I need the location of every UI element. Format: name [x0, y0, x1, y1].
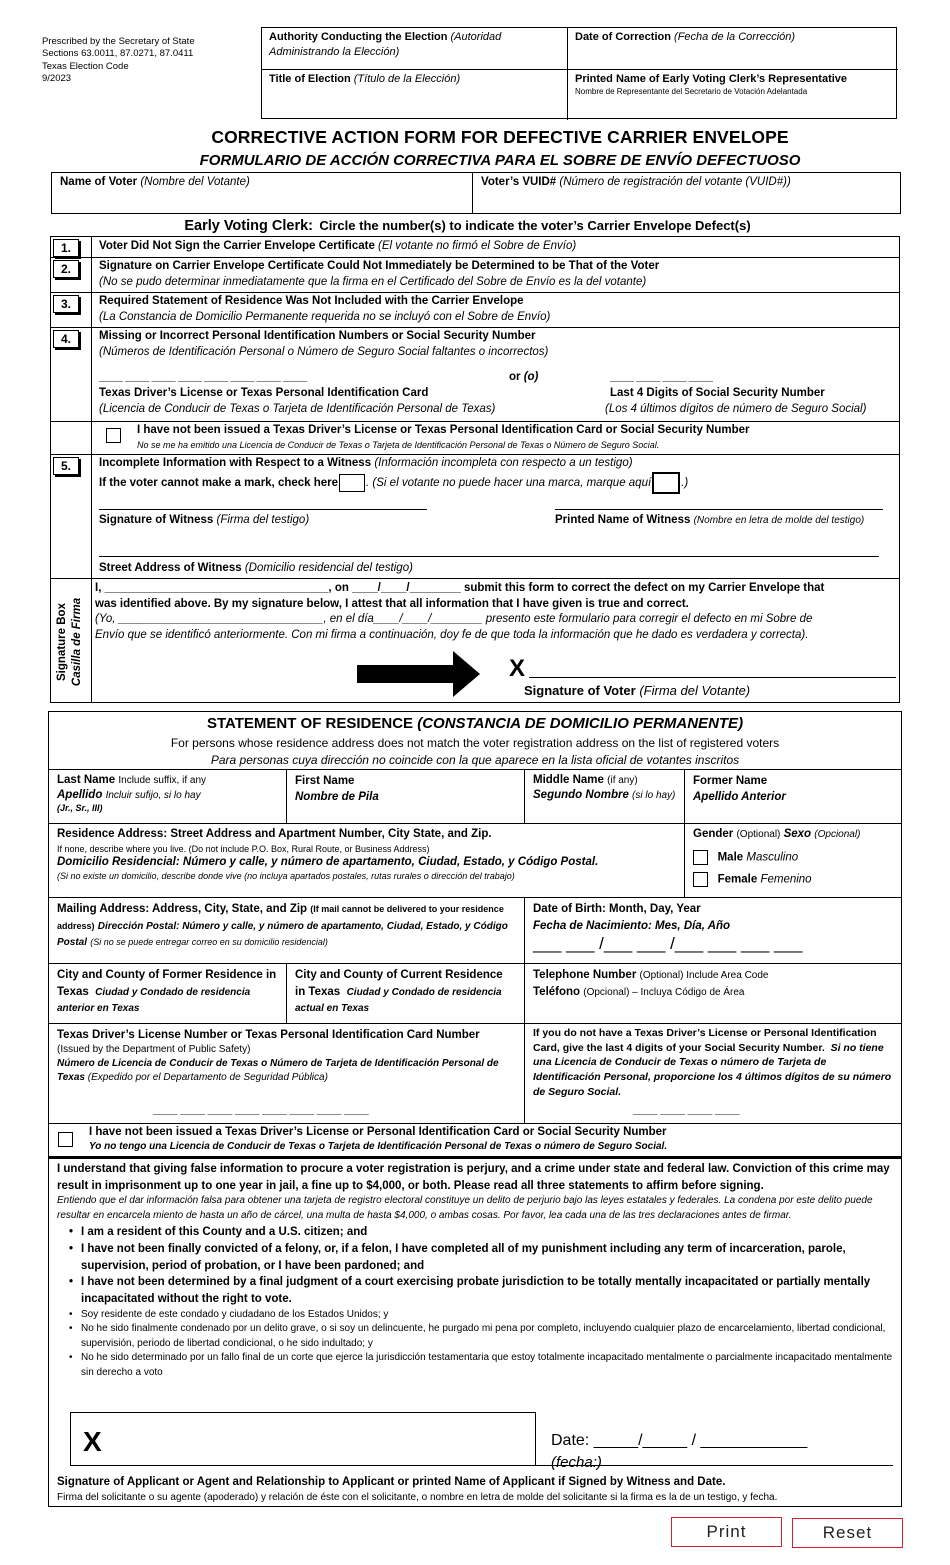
- telephone-field[interactable]: Telephone Number (Optional) Include Area Code Teléfono (Opcional) – Incluya Código de Área: [533, 969, 769, 998]
- no-id-checkbox[interactable]: [106, 428, 121, 443]
- voter-signature-line[interactable]: [529, 677, 896, 678]
- city-row: [49, 964, 901, 1024]
- date-of-correction-field[interactable]: Date of Correction (Fecha de la Corrección): [568, 28, 898, 70]
- affirm-bullet-es-1: • Soy residente de este condado y ciudadano de los Estados Unidos; y: [67, 1308, 895, 1323]
- former-city-field[interactable]: City and County of Former Residence in Texas Ciudad y Condado de residencia anterior en Texas: [49, 964, 287, 1023]
- form-title: CORRECTIVE ACTION FORM FOR DEFECTIVE CARRIER ENVELOPE: [211, 127, 789, 147]
- defect-row-2: 2. Signature on Carrier Envelope Certificate Could Not Immediately be Determined to be That of the Voter (No se pudo determinar inmediatamente que la firma en el Certificado del Sobre de Envío es la del votante): [51, 258, 899, 293]
- gender-field: Gender (Optional) Sexo (Opcional) Male Masculino Female Femenino: [693, 828, 861, 886]
- signature-box-side-label: Signature Box Casilla de Firma: [56, 597, 83, 687]
- defect-number-2[interactable]: 2.: [53, 260, 79, 278]
- defect-row-3: 3. Required Statement of Residence Was Not Included with the Carrier Envelope (La Constancia de Domicilio Permanente requerida no se incluyó con el Sobre de Envío): [51, 293, 899, 328]
- clerk-instruction: Early Voting Clerk: Circle the number(s) to indicate the voter’s Carrier Envelope Defect(s): [184, 218, 751, 234]
- prescribed-note: Prescribed by the Secretary of State Sections 63.0011, 87.0271, 87.0411 Texas Election Code 9/2023: [42, 36, 195, 85]
- affirm-bullet-3: • I have not been determined by a final judgment of a court exercising probate jurisdiction to be totally mentally incapacitated or partially mentally incapacitated without the right to vote.: [67, 1274, 895, 1307]
- ssn-blanks[interactable]: ____ ____ ____ ____: [610, 371, 713, 383]
- authority-field[interactable]: Authority Conducting the Election (Autoridad Administrando la Elección): [262, 28, 568, 70]
- defect-row-1: 1. Voter Did Not Sign the Carrier Envelope Certificate (El votante no firmó el Sobre de Envío): [51, 237, 899, 258]
- defect-row-5: 5. Incomplete Information with Respect to a Witness (Información incompleta con respecto a un testigo) If the voter cannot make a mark, check here . (Si el votante no puede hacer una marca, marque aquí .) Signature of Witness (Firma del testigo) Printed Name of Witness (Nombre en letra de molde del testigo) Street Address of Witness (Domicilio residencial del testigo): [51, 455, 899, 579]
- witness-signature-line[interactable]: [99, 509, 427, 510]
- print-button[interactable]: Print: [671, 1517, 782, 1547]
- dl-number-blanks[interactable]: ____ ____ ____ ____ ____ ____ ____ ____: [99, 371, 307, 383]
- dl-number-field[interactable]: Texas Driver’s License Number or Texas Personal Identification Card Number (Issued by the Department of Public Safety) Número de Licencia de Conducir de Texas o Número de Tarjeta de Identificación Personal de Texas (Expedido por el Departamento de Seguridad Pública) ____ ____ ____ ____ ____ ____ ____ ____: [49, 1024, 525, 1123]
- affirm-bullet-es-2: • No he sido finalmente condenado por un delito grave, o si soy un delincuente, he purgado mi pena por completo, incluyendo cualquier plazo de encarcelamiento, libertad condicional, supervisión, periodo de libertad condicional, o he sido indultado; y: [67, 1322, 895, 1351]
- residence-no-id-checkbox[interactable]: [58, 1132, 73, 1147]
- residence-no-id-row: I have not been issued a Texas Driver’s License or Personal Identification Card or Social Security Number Yo no tengo una Licencia de Conducir de Texas o Tarjeta de Identificación Personal de Texas o número de Seguro Social.: [49, 1124, 901, 1157]
- cannot-mark-checkbox[interactable]: [339, 474, 365, 492]
- applicant-signature-box[interactable]: X: [70, 1412, 536, 1466]
- affirmation-section: I understand that giving false information to procure a voter registration is perjury, and a crime under state and federal law. Conviction of this crime may result in imprisonment up to one year in jail, a fine up to $4,000, or both. Please read all three statements to affirm before signing. Entiendo que el dar información falsa para obtener una tarjeta de registro electoral constituye un delito de perjurio bajo las leyes estatales y federales. La condena por este delito puede resultar en encarcela miento de hasta un año de cárcel, una multa de hasta $4,000, o ambas cosas. Por favor, lea cada una de las tres declaraciones antes de firmar. • I am a resident of this County and a U.S. citizen; and • I have not been finally convicted of a felony, or, if a felon, I have completed all of my punishment including any term of incarceration, parole, supervision, period of probation, or I have been pardoned; and • I have not been determined by a final judgment of a court exercising probate jurisdiction to be totally mentally incapacitated or partially mentally incapacitated without the right to vote. • Soy residente de este condado y ciudadano de los Estados Unidos; y • No he sido finalmente condenado por un delito grave, o si soy un delincuente, he purgado mi pena por completo, incluyendo cualquier plazo de encarcelamiento, libertad condicional, supervisión, periodo de libertad condicional, o he sido indultado; y • No he sido determinado por un fallo final de un corte que ejerce la jurisdicción testamentaria que estoy totalmente incapacitado mentalmente o parcialmente incapacitado mentalmente sin derecho a voto X Date: _____/_____ / ____________ (fecha:) Signature of Applicant or Agent and Relationship to Applicant or printed Name of Applicant if Signed by Witness and Date. Firma del solicitante o su agente (apoderado) y relación de éste con el solicitante, o nombre en letra de molde del solicitante si la firma es la de un testigo, y fecha.: [49, 1157, 901, 1506]
- mailing-row: [49, 898, 901, 964]
- witness-printed-name-line[interactable]: [555, 509, 883, 510]
- affirm-bullet-2: • I have not been finally convicted of a felony, or, if a felon, I have completed all of my punishment including any term of incarceration, parole, supervision, period of probation, or I have been pardoned; and: [67, 1241, 895, 1274]
- form-title-es: FORMULARIO DE ACCIÓN CORRECTIVA PARA EL SOBRE DE ENVÍO DEFECTUOSO: [199, 152, 801, 169]
- names-row: [49, 769, 901, 824]
- signature-box-row: Signature Box Casilla de Firma I, ___________________________________, on ____/____/________ submit this form to correct the defect on my Carrier Envelope that was identified above. By my signature below, I attest that all information that I have given is true and correct. (Yo, ________________________________, en el día____/____/________ presento este formulario para corregir el defecto en mi Sobre de Envío que se identificó anteriormente. Con mi firma a continuación, doy fe de que toda la información que he dado es verdadera y correcta). X Signature of Voter (Firma del Votante): [51, 579, 899, 702]
- voter-vuid-field[interactable]: Voter’s VUID# (Número de registración del votante (VUID#)): [481, 176, 791, 188]
- voter-signature-x: X: [509, 655, 526, 682]
- residence-title: STATEMENT OF RESIDENCE (CONSTANCIA DE DOMICILIO PERMANENTE): [206, 715, 744, 732]
- female-checkbox[interactable]: [693, 872, 708, 887]
- clerk-representative-field[interactable]: Printed Name of Early Voting Clerk’s Representative Nombre de Representante del Secretario de Votación Adelantada: [575, 73, 848, 96]
- defect-row-4: 4. Missing or Incorrect Personal Identification Numbers or Social Security Number (Números de Identificación Personal o Número de Seguro Social faltantes o incorrectos) ____ ____ ____ ____ ____ ____ ____ ____ or (o) ____ ____ ____ ____ Texas Driver’s License or Texas Personal Identification Card (Licencia de Conducir de Texas o Tarjeta de Identificación Personal de Texas) Last 4 Digits of Social Security Number (Los 4 últimos dígitos de número de Seguro Social): [51, 328, 899, 422]
- voter-info-box: [51, 172, 901, 214]
- residence-address-row: [49, 824, 901, 898]
- middle-name-field[interactable]: Middle Name (if any) Segundo Nombre (si lo hay): [525, 770, 685, 823]
- mailing-address-field[interactable]: Mailing Address: Address, City, State, and Zip (If mail cannot be delivered to your residence address) Dirección Postal: Número y calle, y número de apartamento, Ciudad, Estado, y Código Postal (Si no se puede entregar correo en su domicilio residencial): [49, 898, 525, 963]
- defect-number-3[interactable]: 3.: [53, 295, 79, 313]
- defects-table: [50, 236, 900, 703]
- current-city-field[interactable]: City and County of Current Residence in Texas Ciudad y Condado de residencia actual en Texas: [287, 964, 525, 1023]
- affirm-bullet-1: • I am a resident of this County and a U.S. citizen; and: [67, 1224, 895, 1241]
- arrow-right-icon: [357, 651, 481, 697]
- title-of-election-field[interactable]: Title of Election (Título de la Elección): [262, 70, 568, 120]
- witness-address-line[interactable]: [99, 556, 879, 557]
- defect-number-1[interactable]: 1.: [53, 239, 79, 257]
- affirm-bullet-es-3: • No he sido determinado por un fallo final de un corte que ejerce la jurisdicción testamentaria que estoy totalmente incapacitado mentalmente o parcialmente incapacitado mentalmente sin derecho a voto: [67, 1351, 895, 1380]
- first-name-field[interactable]: First Name Nombre de Pila: [287, 770, 525, 823]
- cannot-mark-checkbox-es[interactable]: [652, 472, 680, 494]
- election-info-box: [261, 27, 897, 119]
- former-name-field[interactable]: Former Name Apellido Anterior: [693, 775, 786, 804]
- dl-row: [49, 1024, 901, 1124]
- ssn-field[interactable]: If you do not have a Texas Driver’s License or Personal Identification Card, give the last 4 digits of your Social Security Number. Si no tiene una Licencia de Conducir de Texas o número de Tarjeta de Identificación Personal, proporcione los 4 últimos dígitos de su número de Seguro Social. ____ ____ ____ ____: [533, 1027, 892, 1116]
- or-label: or (o): [509, 371, 539, 383]
- last-name-field[interactable]: Last Name Include suffix, if any Apellido Incluir sufijo, si lo hay (Jr., Sr., III): [49, 770, 287, 823]
- statement-of-residence: STATEMENT OF RESIDENCE (CONSTANCIA DE DOMICILIO PERMANENTE) For persons whose residence address does not match the voter registration address on the list of registered voters Para personas cuya dirección no coincide con la que aparece en la lista oficial de votantes inscritos Last Name Include suffix, if any Apellido Incluir sufijo, si lo hay (Jr., Sr., III) First Name Nombre de Pila Middle Name (if any) Segundo Nombre (si lo hay) Former Name Apellido Anterior Residence Address: Street Address and Apartment Number, City State, and Zip. If none, describe where you live. (Do not include P.O. Box, Rural Route, or Business Address) Domicilio Residencial: Número y calle, y número de apartamento, Ciudad, Estado, y Código Postal. (Si no existe un domicilio, describe donde vive (no incluya apartados postales, rutas rurales o dirección del trabajo) Gender (Optional) Sexo (Opcional) Male Masculino Female Femenino Mailing Address: Address, City, State, and Zip (If mail cannot be delivered to your residence address) Dirección Postal: Número y calle, y número de apartamento, Ciudad, Estado, y Código Postal (Si no se puede entregar correo en su domicilio residencial) Date of Birth: Month, Day, Year Fecha de Nacimiento: Mes, Día, Año ___ ___ /___ ___ /___ ___ ___ ___ City and County of Former Residence in Texas Ciudad y Condado de residencia anterior en Texas City and County of Current Residence in Texas Ciudad y Condado de residencia actual en Texas Telephone Number (Optional) Include Area Code Teléfono (Opcional) – Incluya Código de Área Texas Driver’s License Number or Texas Personal Identification Card Number (Issued by the Department of Public Safety) Número de Licencia de Conducir de Texas o Número de Tarjeta de Identificación Personal de Texas (Expedido por el Departamento de Seguridad Pública) ____ ____ ____ ____ ____ ____ ____ ____ If you do not have a Texas Driver’s License or Personal Identification Card, give the last 4 digits of your Social Security Number. Si no tiene una Licencia de Conducir de Texas o número de Tarjeta de Identificación Personal, proporcione los 4 últimos dígitos de su número de Seguro Social. ____ ____ ____ ____ I have not been issued a Texas Driver’s License or Personal Identification Card or Social Security Number Yo no tengo una Licencia de Conducir de Texas o Tarjeta de Identificación Personal de Texas o número de Seguro Social. I understand that giving false information to procure a voter registration is perjury, and a crime under state and federal law. Conviction of this crime may result in imprisonment up to one year in jail, a fine up to $4,000, or both. Please read all three statements to affirm before signing. Entiendo que el dar información falsa para obtener una tarjeta de registro electoral constituye un delito de perjurio bajo las leyes estatales y federales. La condena por este delito puede resultar en encarcela miento de hasta un año de cárcel, una multa de hasta $4,000, o ambas cosas. Por favor, lea cada una de las tres declaraciones antes de firmar. • I am a resident of this County and a U.S. citizen; and • I have not been finally convicted of a felony, or, if a felon, I have completed all of my punishment including any term of incarceration, parole, supervision, period of probation, or I have been pardoned; and • I have not been determined by a final judgment of a court exercising probate jurisdiction to be totally mentally incapacitated or partially mentally incapacitated without the right to vote. • Soy residente de este condado y ciudadano de los Estados Unidos; y • No he sido finalmente condenado por un delito grave, o si soy un delincuente, he purgado mi pena por completo, incluyendo cualquier plazo de encarcelamiento, libertad condicional, supervisión, periodo de libertad condicional, o he sido indultado; y • No he sido determinado por un fallo final de un corte que ejerce la jurisdicción testamentaria que estoy totalmente incapacitado mentalmente o parcialmente incapacitado mentalmente sin derecho a voto X Date: _____/_____ / ____________ (fecha:) Signature of Applicant or Agent and Relationship to Applicant or printed Name of Applicant if Signed by Witness and Date. Firma del solicitante o su agente (apoderado) y relación de éste con el solicitante, o nombre en letra de molde del solicitante si la firma es la de un testigo, y fecha.: [48, 711, 902, 1507]
- voter-name-field[interactable]: Name of Voter (Nombre del Votante): [52, 173, 473, 213]
- applicant-date-field[interactable]: Date: _____/_____ / ____________: [551, 1432, 808, 1449]
- male-checkbox[interactable]: [693, 850, 708, 865]
- defect-no-id-row: I have not been issued a Texas Driver’s License or Texas Personal Identification Card or Social Security Number No se me ha emitido una Licencia de Conducir de Texas o Tarjeta de Identificación Personal de Texas o Número de Seguro Social.: [51, 422, 899, 455]
- defect-number-4[interactable]: 4.: [53, 330, 79, 348]
- date-of-birth-field[interactable]: Date of Birth: Month, Day, Year Fecha de Nacimiento: Mes, Día, Año ___ ___ /___ ___ /___ ___ ___ ___: [533, 903, 803, 954]
- residence-address-field[interactable]: Residence Address: Street Address and Apartment Number, City State, and Zip. If none, describe where you live. (Do not include P.O. Box, Rural Route, or Business Address) Domicilio Residencial: Número y calle, y número de apartamento, Ciudad, Estado, y Código Postal. (Si no existe un domicilio, describe donde vive (no incluya apartados postales, rutas rurales o dirección del trabajo): [49, 824, 685, 897]
- defect-number-5[interactable]: 5.: [53, 457, 79, 475]
- reset-button[interactable]: Reset: [792, 1518, 903, 1548]
